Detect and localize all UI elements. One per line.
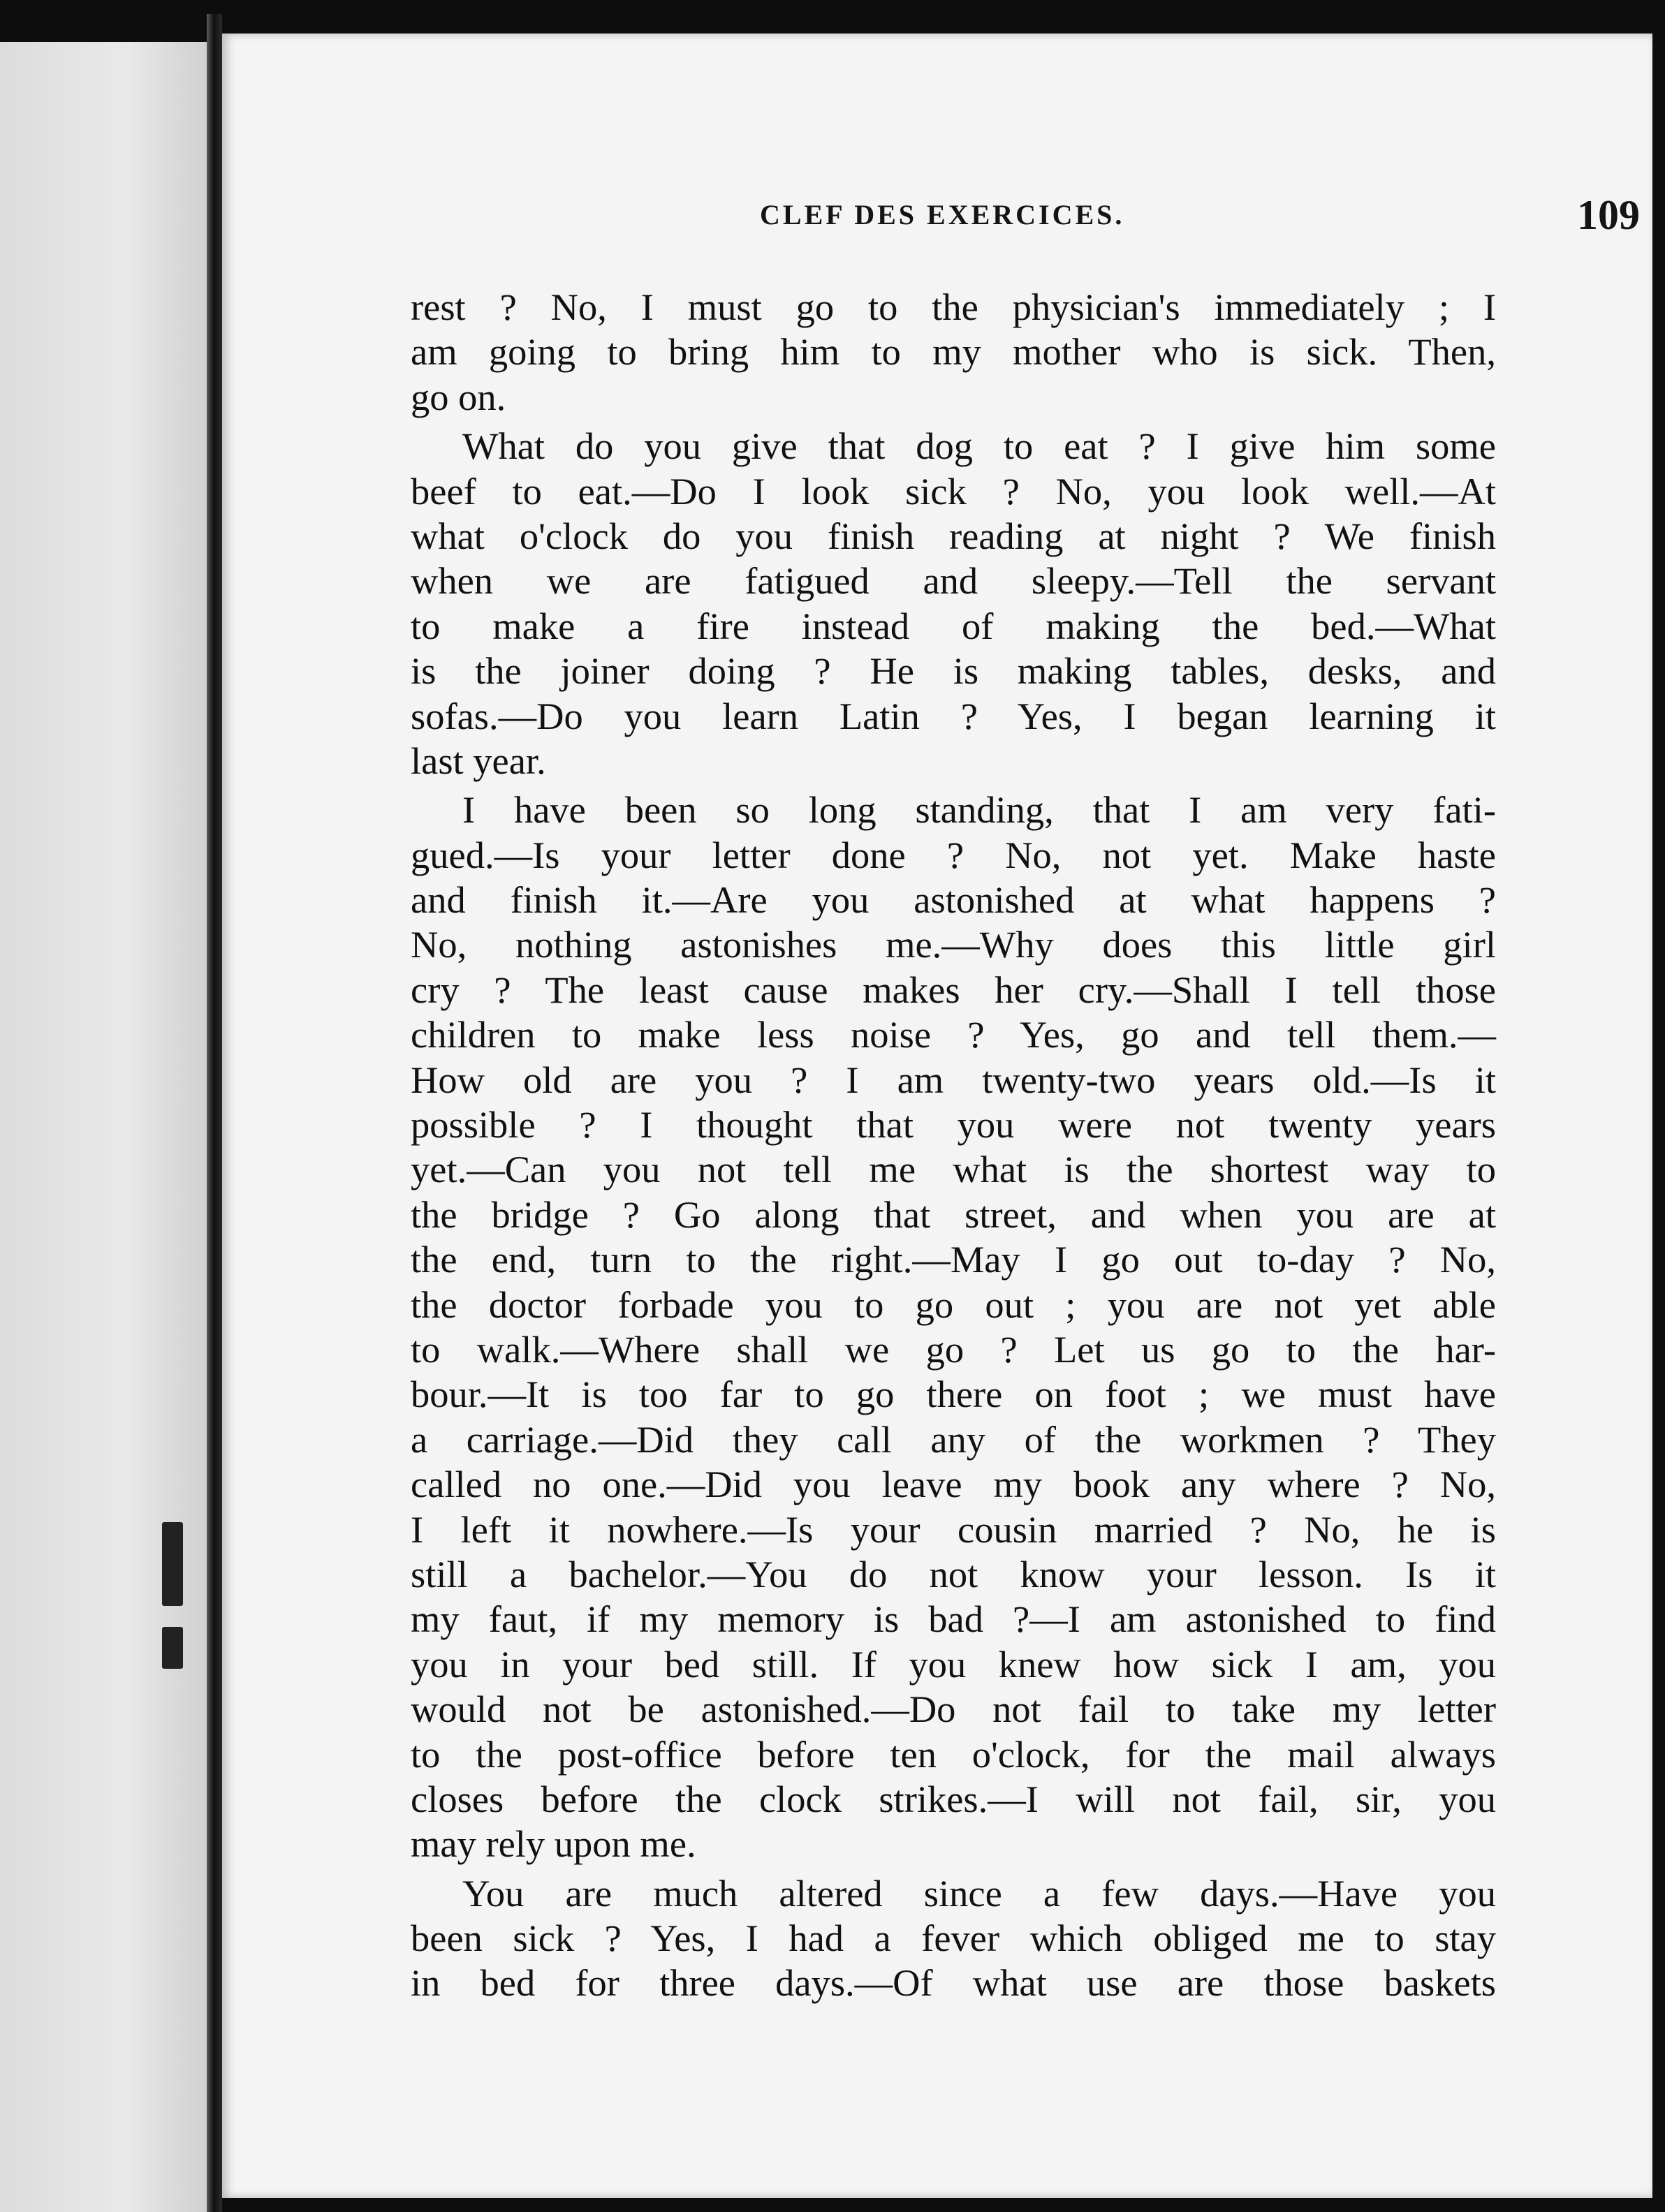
text-line: the doctor forbade you to go out ; you are not yet able <box>411 1283 1496 1326</box>
book-gutter <box>207 14 222 2212</box>
page-number: 109 <box>1577 192 1640 238</box>
book-page <box>222 34 1652 2198</box>
text-line: the end, turn to the right.—May I go out to-day ? No, <box>411 1238 1496 1281</box>
text-line: rest ? No, I must go to the physician's immediately ; I <box>411 286 1496 328</box>
paragraph <box>411 788 1496 1866</box>
page-header <box>760 192 1665 254</box>
text-line: gued.—Is your letter done ? No, not yet. Make haste <box>411 833 1496 876</box>
text-line: what o'clock do you finish reading at night ? We finish <box>411 514 1496 557</box>
text-line: is the joiner doing ? He is making tables, desks, and <box>411 649 1496 693</box>
text-line: How old are you ? I am twenty-two years old.—Is it <box>411 1058 1496 1101</box>
binding-thread <box>162 1522 183 1606</box>
text-line: yet.—Can you not tell me what is the shortest way to <box>411 1148 1496 1191</box>
text-line: to make a fire instead of making the bed.—What <box>411 604 1496 647</box>
text-line: called no one.—Did you leave my book any where ? No, <box>411 1463 1496 1506</box>
text-line: would not be astonished.—Do not fail to take my letter <box>411 1688 1496 1731</box>
body-text <box>411 285 1496 2006</box>
text-line: am going to bring him to my mother who is sick. Then, <box>411 330 1496 374</box>
text-line: go on. <box>411 375 506 418</box>
text-line: my faut, if my memory is bad ?—I am astonished to find <box>411 1598 1496 1641</box>
binding-thread <box>162 1627 183 1669</box>
text-line: cry ? The least cause makes her cry.—Shall I tell those <box>411 968 1496 1011</box>
text-line: What do you give that dog to eat ? I give him some <box>462 425 1496 468</box>
text-line: I have been so long standing, that I am very fati- <box>462 788 1496 832</box>
text-line: and finish it.—Are you astonished at what happens ? <box>411 878 1496 922</box>
text-line: You are much altered since a few days.—Have you <box>462 1871 1496 1915</box>
text-line: I left it nowhere.—Is your cousin married ? No, he is <box>411 1507 1496 1551</box>
text-line: been sick ? Yes, I had a fever which obliged me to stay <box>411 1917 1496 1960</box>
text-line: still a bachelor.—You do not know your lesson. Is it <box>411 1552 1496 1595</box>
facing-page <box>0 42 210 2212</box>
text-line: you in your bed still. If you knew how sick I am, you <box>411 1642 1496 1686</box>
text-line: when we are fatigued and sleepy.—Tell the servant <box>411 559 1496 603</box>
text-line: children to make less noise ? Yes, go and tell them.— <box>411 1013 1496 1056</box>
text-line: a carriage.—Did they call any of the workmen ? They <box>411 1417 1496 1461</box>
paragraph <box>411 1871 1496 2006</box>
text-line: closes before the clock strikes.—I will not fail, sir, you <box>411 1777 1496 1820</box>
text-line: last year. <box>411 739 546 782</box>
text-line: may rely upon me. <box>411 1822 696 1866</box>
text-line: beef to eat.—Do I look sick ? No, you look well.—At <box>411 469 1496 513</box>
paragraph <box>411 424 1496 783</box>
text-line: in bed for three days.—Of what use are those baskets <box>411 1961 1496 2005</box>
text-line: bour.—It is too far to go there on foot ; we must have <box>411 1373 1496 1416</box>
text-line: the bridge ? Go along that street, and when you are at <box>411 1193 1496 1236</box>
running-title: CLEF DES EXERCICES. <box>760 199 1125 230</box>
text-line: to walk.—Where shall we go ? Let us go to the har- <box>411 1327 1496 1371</box>
text-line: sofas.—Do you learn Latin ? Yes, I began learning it <box>411 694 1496 737</box>
text-line: No, nothing astonishes me.—Why does this little girl <box>411 923 1496 966</box>
paragraph <box>411 285 1496 420</box>
text-line: possible ? I thought that you were not twenty years <box>411 1103 1496 1146</box>
text-line: to the post-office before ten o'clock, for the mail always <box>411 1732 1496 1776</box>
